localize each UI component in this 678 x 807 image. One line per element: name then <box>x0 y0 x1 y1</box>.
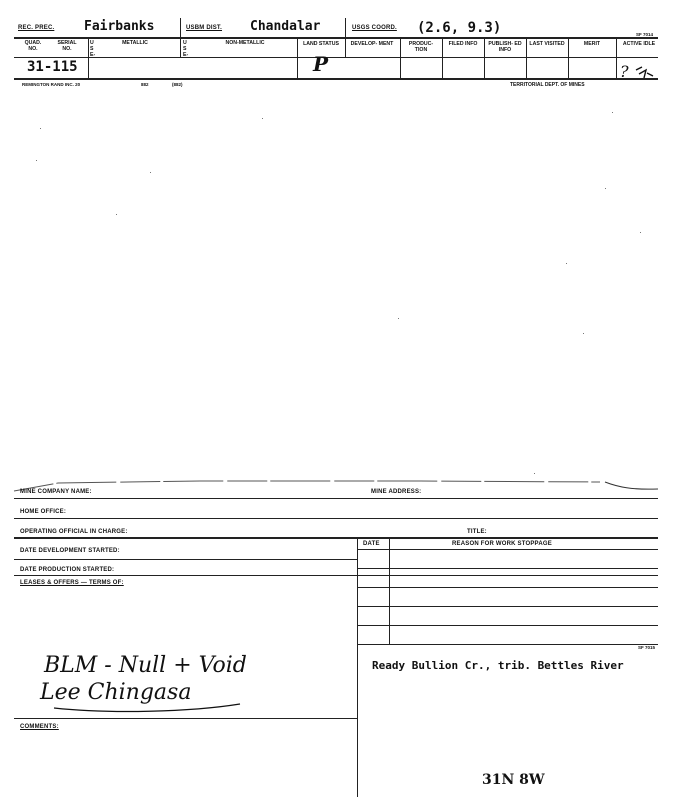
handwritten-note-2: Lee Chingasa <box>40 680 192 705</box>
operating-official-label: OPERATING OFFICIAL IN CHARGE: <box>20 529 128 535</box>
date-column-heading: DATE <box>363 541 380 547</box>
speck <box>566 263 567 264</box>
col-divider-published <box>484 38 485 78</box>
home-office-label: HOME OFFICE: <box>20 509 67 515</box>
merit-heading: MERIT <box>583 41 601 47</box>
row-rule-2 <box>14 518 658 519</box>
header-mid-rule <box>14 57 658 58</box>
row-rule-3 <box>14 537 658 539</box>
handwriting-underline <box>50 700 250 716</box>
col-divider-production <box>400 38 401 78</box>
non-metallic-heading: NON-METALLIC <box>225 40 265 46</box>
col-divider-merit <box>568 38 569 78</box>
date-production-label: DATE PRODUCTION STARTED: <box>20 567 115 573</box>
notes-divider <box>357 645 358 797</box>
col-divider-active <box>616 38 617 78</box>
stoppage-row-3 <box>357 606 658 607</box>
published-info-heading: PUBLISH- ED INFO <box>488 41 522 53</box>
speck <box>262 118 263 119</box>
printer-imprint: REMINGTON RAND INC. 20 <box>22 82 81 87</box>
col-divider-land <box>297 38 298 78</box>
rec-prec-value: Fairbanks <box>84 19 155 34</box>
usbm-dist-label: USBM DIST. <box>186 25 223 31</box>
speck <box>36 160 37 161</box>
col-divider-metallic <box>88 38 89 78</box>
speck <box>612 112 613 113</box>
development-heading: DEVELOP- MENT <box>350 41 394 47</box>
metallic-heading: METALLIC <box>122 40 148 46</box>
land-status-heading: LAND STATUS <box>303 41 339 47</box>
stoppage-row-4 <box>357 625 658 626</box>
title-label: TITLE: <box>467 529 487 535</box>
quad-serial-value: 31-115 <box>27 59 78 75</box>
land-status-mark: P <box>313 52 329 76</box>
speck <box>583 333 584 334</box>
handwritten-note-1: BLM - Null + Void <box>44 653 247 678</box>
usbm-dist-value: Chandalar <box>250 19 321 34</box>
stoppage-header-rule <box>357 549 658 550</box>
speck <box>398 318 399 319</box>
production-heading: PRODUC- TION <box>408 41 434 53</box>
reason-column-heading: REASON FOR WORK STOPPAGE <box>452 541 552 547</box>
handwritten-township: 31N 8W <box>482 772 545 788</box>
row-rule-5 <box>14 575 658 576</box>
speck <box>40 128 41 129</box>
header-top-rule <box>14 37 658 39</box>
form-number-bottom: SF 7015 <box>638 645 656 650</box>
card-top-edge <box>0 475 678 495</box>
print-code-1: 882 <box>141 82 149 87</box>
metallic-usg-letters: U S E- <box>90 40 96 58</box>
header-bottom-rule <box>14 78 658 80</box>
speck <box>605 188 606 189</box>
stoppage-row-5 <box>357 644 658 645</box>
stoppage-row-2 <box>357 587 658 588</box>
date-development-label: DATE DEVELOPMENT STARTED: <box>20 548 120 554</box>
form-number-top: SF 7014 <box>636 32 654 37</box>
comments-label: COMMENTS: <box>20 724 59 730</box>
mine-company-name-label: MINE COMPANY NAME: <box>20 489 92 495</box>
row-rule-4 <box>14 559 357 560</box>
mine-address-label: MINE ADDRESS: <box>371 489 422 495</box>
active-idle-heading: ACTIVE IDLE <box>622 41 656 47</box>
speck <box>640 232 641 233</box>
speck <box>150 172 151 173</box>
col-divider-last-visited <box>526 38 527 78</box>
leases-label: LEASES & OFFERS — TERMS OF: <box>20 580 124 586</box>
comments-rule <box>14 718 357 719</box>
row-rule-1 <box>14 498 658 499</box>
serial-no-heading: SERIAL NO. <box>57 40 77 52</box>
speck <box>534 473 535 474</box>
filed-info-heading: FILED INFO <box>448 41 478 47</box>
speck <box>116 214 117 215</box>
stoppage-left-border <box>357 537 358 645</box>
print-code-2: (882) <box>172 82 183 87</box>
quad-no-heading: QUAD. NO. <box>24 40 42 52</box>
stoppage-date-divider <box>389 537 390 645</box>
usgs-coord-label: USGS COORD. <box>352 25 397 31</box>
col-divider-filed <box>442 38 443 78</box>
territorial-dept: TERRITORIAL DEPT. OF MINES <box>510 82 585 88</box>
last-visited-heading: LAST VISITED <box>529 41 565 47</box>
usgs-coord-value: (2.6, 9.3) <box>417 20 502 36</box>
location-note: Ready Bullion Cr., trib. Bettles River <box>372 659 624 672</box>
active-idle-scribble <box>634 64 656 80</box>
rec-prec-label: REC. PREC. <box>18 25 55 31</box>
non-metallic-usg-letters: U S E- <box>183 40 189 58</box>
active-idle-mark: ? <box>620 62 629 81</box>
stoppage-row-1 <box>357 568 658 569</box>
